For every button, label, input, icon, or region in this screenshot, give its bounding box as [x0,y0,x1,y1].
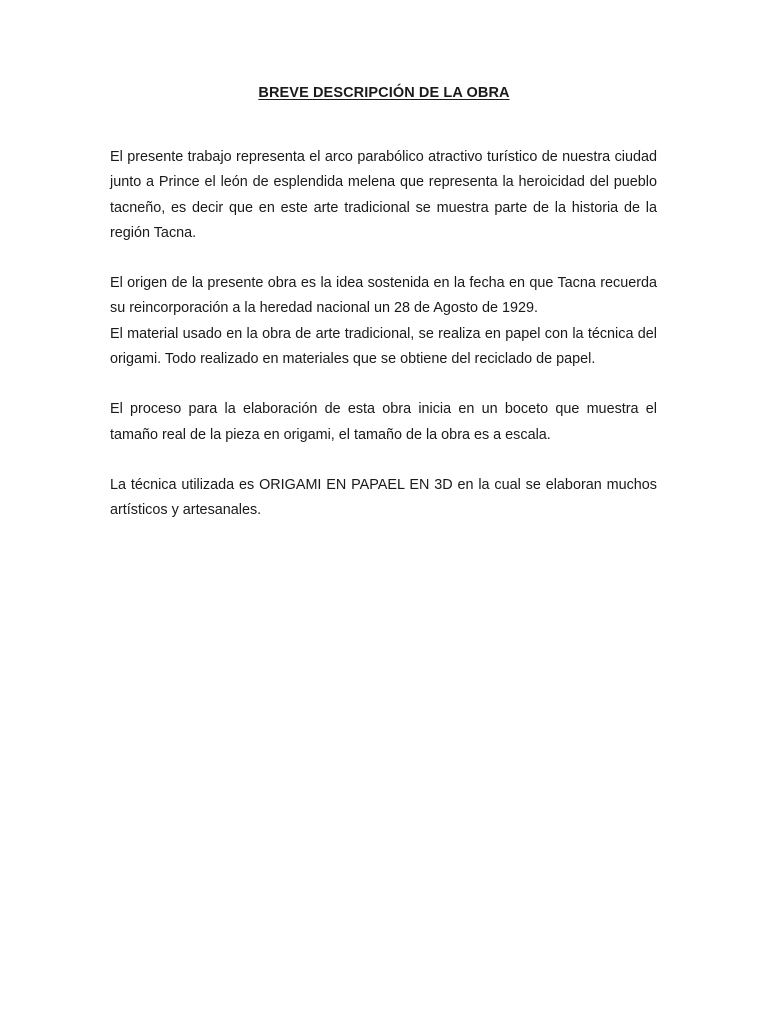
paragraph-technique: La técnica utilizada es ORIGAMI EN PAPAEL EN 3D en la cual se elaboran muchos artísticos y artesanales. [110,476,657,519]
paragraph-description: El presente trabajo representa el arco parabólico atractivo turístico de nuestra ciudad junto a Prince el león de esplendida melena que representa la heroicidad del pueblo tacneño, es decir que en este arte tradicional se muestra parte de la historia de la región Tacna. [110,149,657,241]
paragraph-origin: El origen de la presente obra es la idea sostenida en la fecha en que Tacna recuerda su reincorporación a la heredad nacional un 28 de Agosto de 1929. [110,275,657,317]
paragraph-material: El material usado en la obra de arte tradicional, se realiza en papel con la técnica del origami. Todo realizado en materiales que se obtiene del reciclado de papel. [110,325,657,368]
document-title: BREVE DESCRIPCIÓN DE LA OBRA [258,85,510,101]
document-body [110,145,657,524]
paragraph-process: El proceso para la elaboración de esta obra inicia en un boceto que muestra el tamaño real de la pieza en origami, el tamaño de la obra es a escala. [110,401,657,443]
